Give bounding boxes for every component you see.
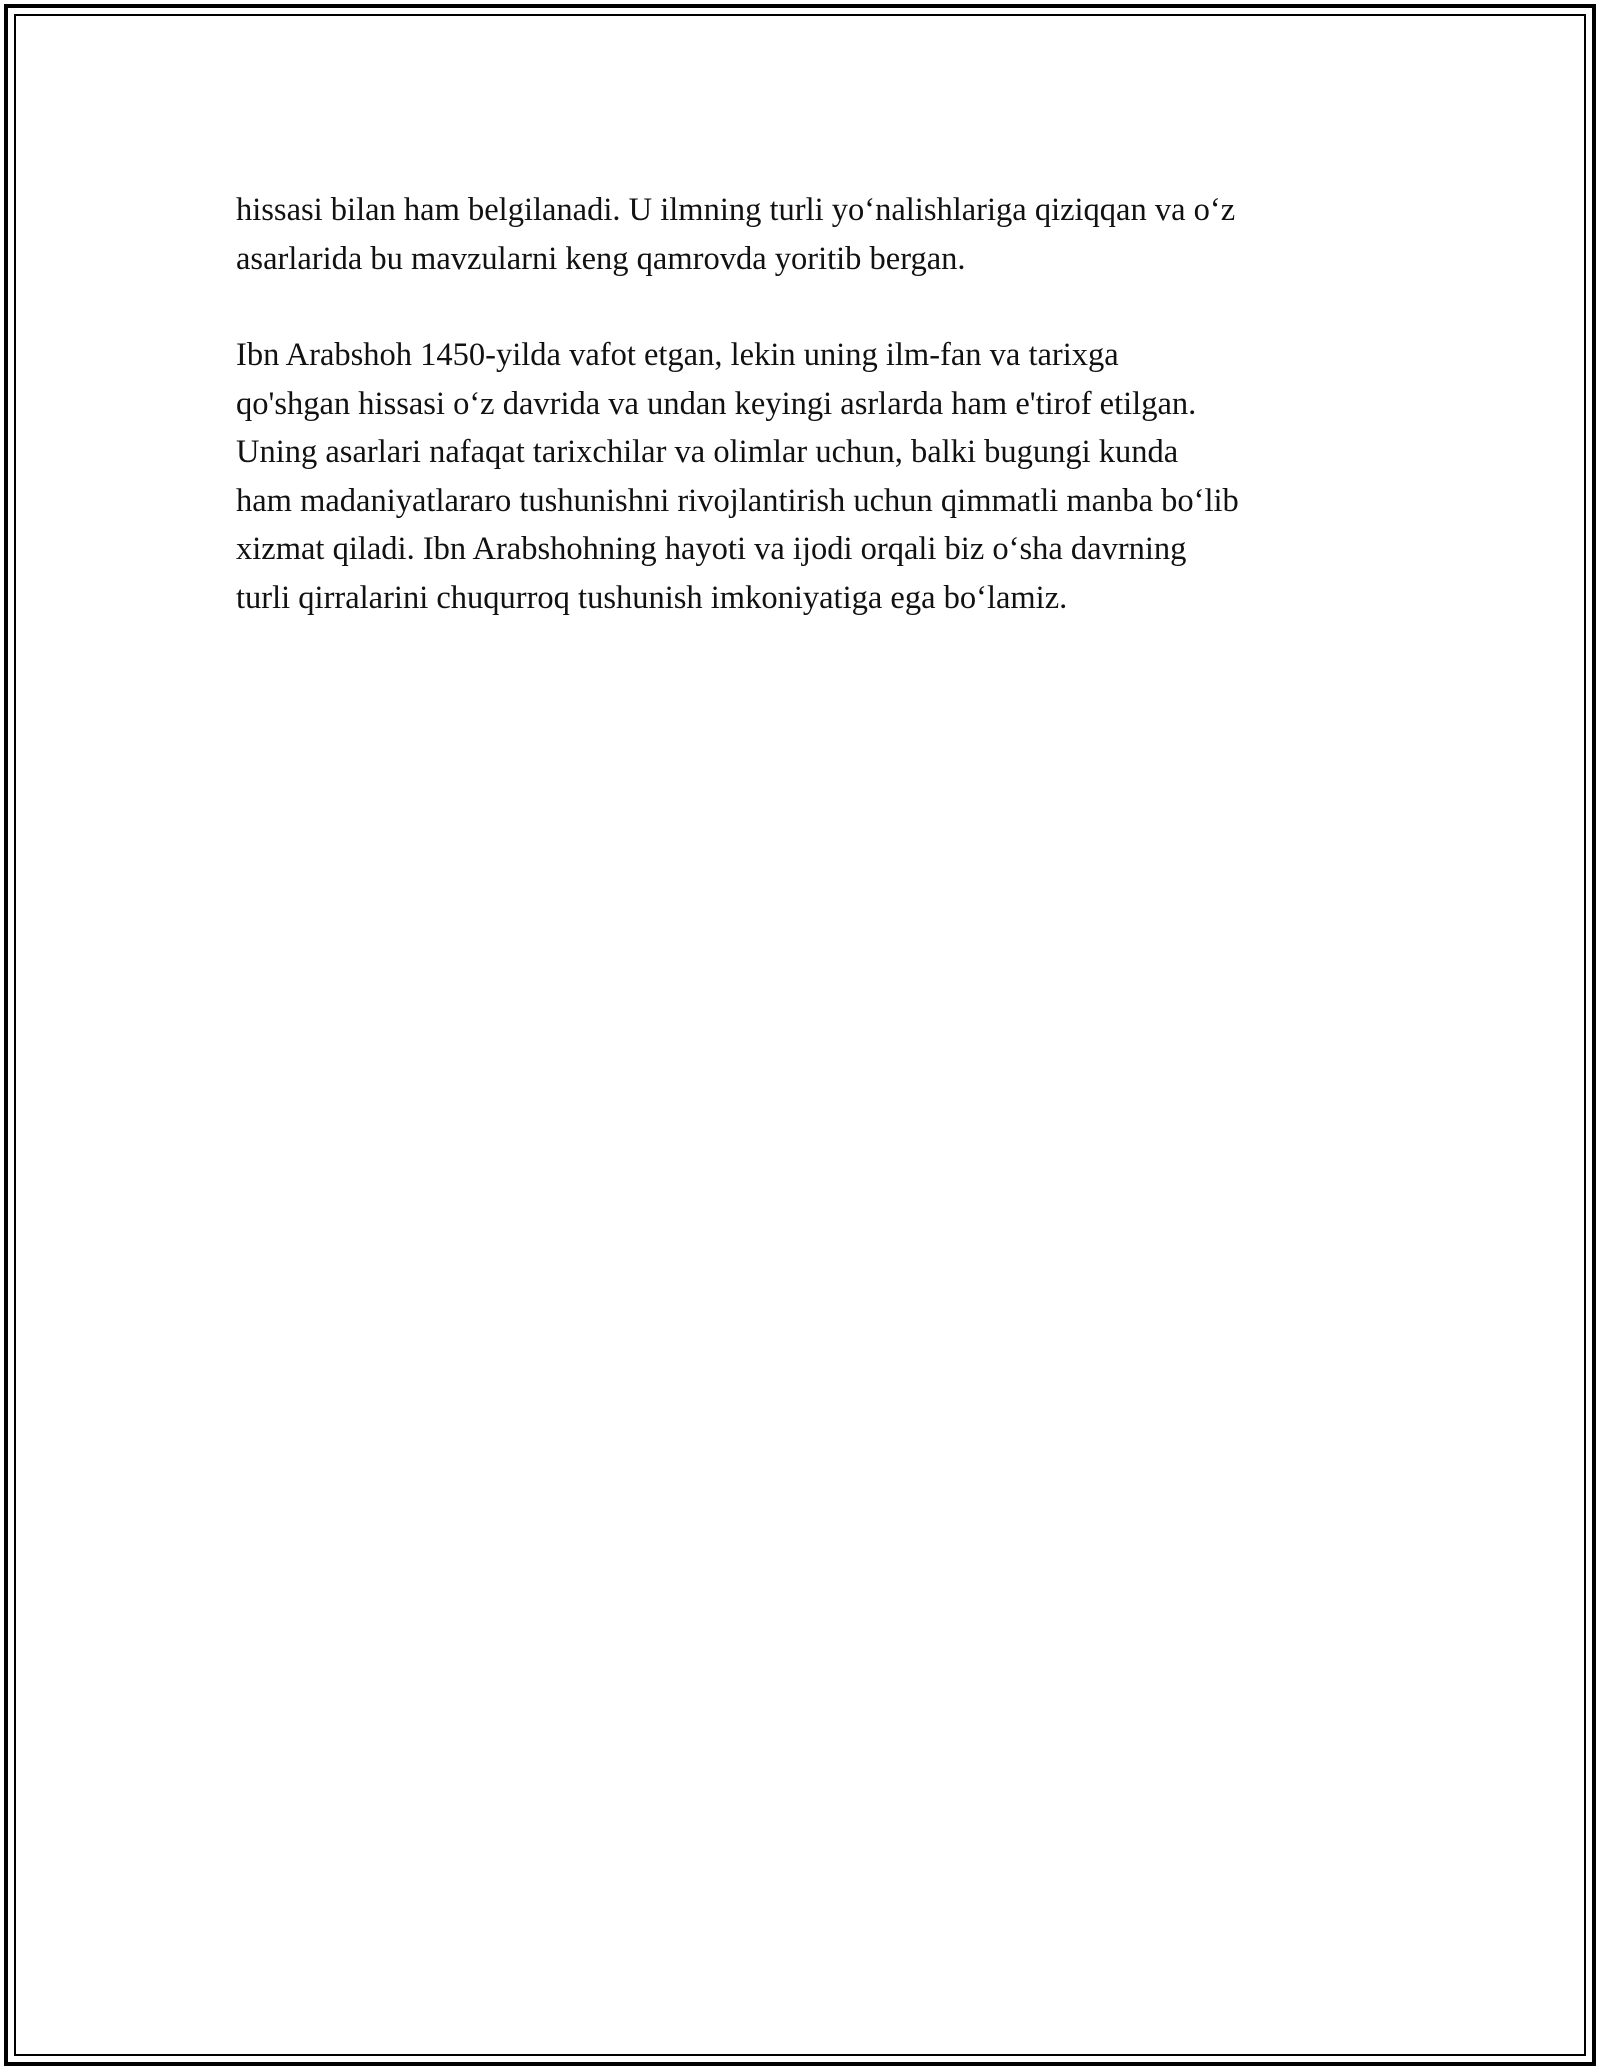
paragraph-line: Ibn Arabshoh 1450-yilda vafot etgan, lekin uning ilm-fan va tarixga [236,337,1119,373]
paragraph-1 [236,186,1396,283]
paragraph-line: qo'shgan hissasi o‘z davrida va undan keyingi asrlarda ham e'tirof etilgan. [236,385,1197,422]
paragraph-2 [236,331,1396,622]
paragraph-line: hissasi bilan ham belgilanadi. U ilmning turli yo‘nalishlariga qiziqqan va o‘z [236,192,1236,228]
paragraph-line: xizmat qiladi. Ibn Arabshohning hayoti va ijodi orqali biz o‘sha davrning [236,531,1187,567]
paragraph-line: asarlarida bu mavzularni keng qamrovda yoritib bergan. [236,240,966,277]
paragraph-line: ham madaniyatlararo tushunishni rivojlantirish uchun qimmatli manba bo‘lib [236,482,1239,519]
paragraph-line: Uning asarlari nafaqat tarixchilar va olimlar uchun, balki bugungi kunda [236,434,1179,470]
document-body [236,186,1396,670]
paragraph-line: turli qirralarini chuqurroq tushunish imkoniyatiga ega bo‘lamiz. [236,579,1068,616]
